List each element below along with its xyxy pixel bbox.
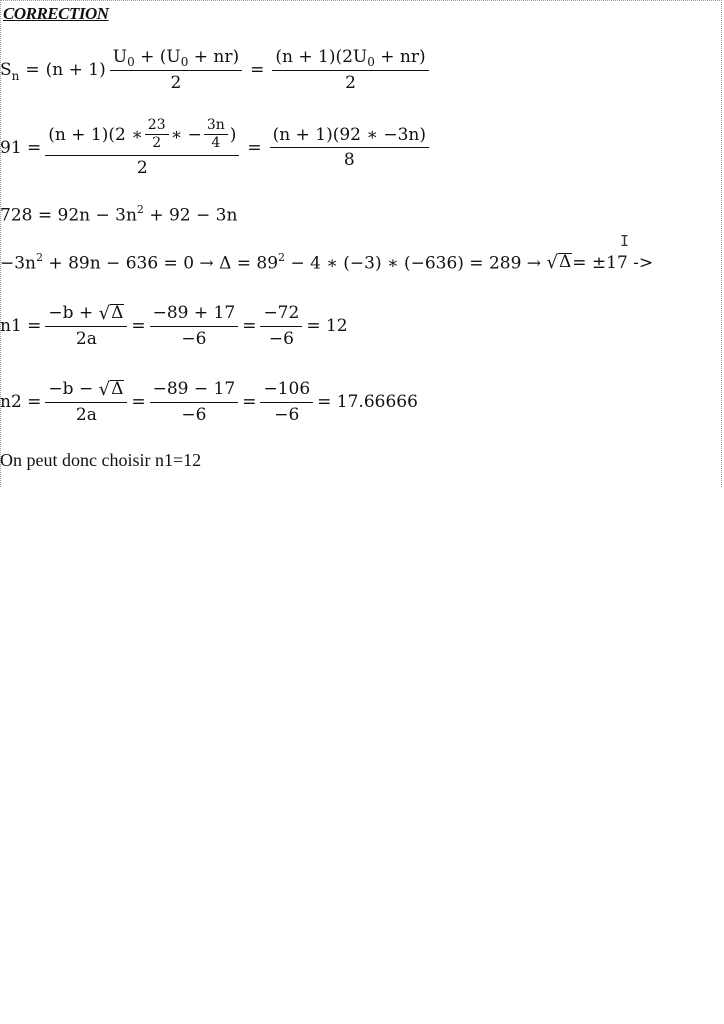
equation-728[interactable] xyxy=(0,204,237,226)
fraction: $\frac{-106}{-6}$ xyxy=(260,380,313,424)
equation-n2[interactable] xyxy=(0,380,418,425)
fraction: −b − √ Δ 2a xyxy=(45,380,127,425)
text-cursor-icon: I xyxy=(620,232,630,250)
inner-fraction: $\frac{3n}{4}$ xyxy=(204,118,228,152)
fraction: (n + 1)(2U 0 + nr) 2 xyxy=(272,48,428,92)
lhs-91: 91 = xyxy=(0,137,42,158)
lhs-n2: n2 = xyxy=(0,392,42,413)
equals-sign: = xyxy=(250,60,265,81)
equation-91[interactable] xyxy=(0,118,433,177)
inner-fraction: $\frac{23}{2}$ xyxy=(145,118,169,152)
equation-text: $-3n^2 + 89n - 636 = 0 \to \Delta = 89^2 - 4$ ∗ (−3) ∗ (−636) = 289 → xyxy=(0,251,542,274)
factor: (n + 1) xyxy=(45,60,106,81)
square-root: √ Δ xyxy=(546,252,572,274)
equation-quadratic[interactable] xyxy=(0,252,653,274)
fraction: $\frac{-72}{-6}$ xyxy=(260,304,302,348)
conclusion-text[interactable]: On peut donc choisir n1=12 xyxy=(0,450,202,470)
fraction: (n + 1)(2 ∗ $\frac{23}{2}$ ∗ − $\frac{3n}{4}$ ) 2 xyxy=(45,118,239,177)
result: = 17.66666 xyxy=(317,392,418,413)
equals-sign: = xyxy=(242,392,257,413)
equals-sign: = xyxy=(131,392,146,413)
result: = 12 xyxy=(306,316,348,337)
fraction: U 0 + (U 0 + nr) 2 xyxy=(110,48,242,92)
equation-text: = ±17 -> xyxy=(572,252,654,273)
sn-lhs: $S_n$ xyxy=(0,60,20,84)
equals-sign: = xyxy=(247,137,262,158)
document-title: CORRECTION xyxy=(3,4,109,23)
lhs-n1: n1 = xyxy=(0,316,42,337)
fraction: $\frac{-89 - 17}{-6}$ xyxy=(150,380,239,424)
equation-n1[interactable] xyxy=(0,304,348,349)
fraction: $\frac{-89 + 17}{-6}$ xyxy=(150,304,239,348)
equals-sign: = xyxy=(242,316,257,337)
equals-sign: = xyxy=(25,60,40,81)
equals-sign: = xyxy=(131,316,146,337)
equation-sn[interactable] xyxy=(0,48,433,92)
fraction: −b + √ Δ 2a xyxy=(45,304,127,349)
fraction: $\frac{(n + 1)(92 ∗ -3n)}{8}$ xyxy=(270,126,429,170)
equation-text: $728 = 92n - 3n^2 + 92 - 3n$ xyxy=(0,203,238,226)
